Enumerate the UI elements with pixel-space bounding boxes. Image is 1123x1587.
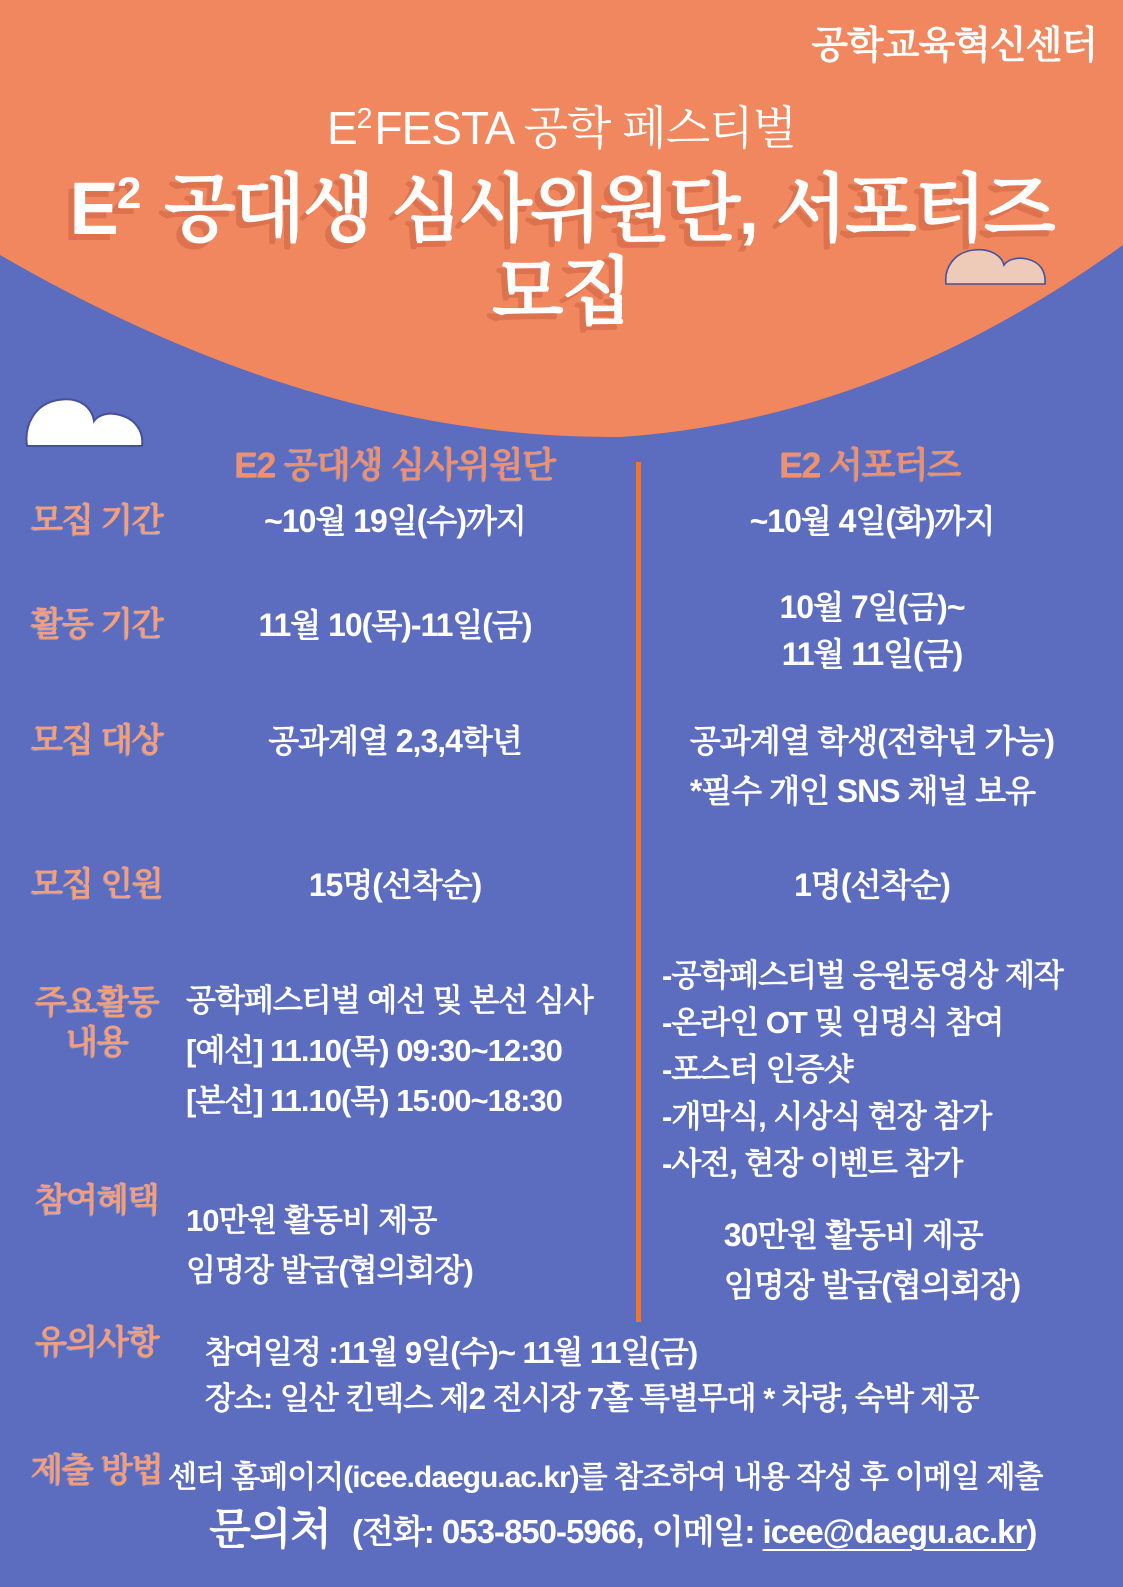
supporters-recruit-period: ~10월 4일(화)까지: [749, 503, 995, 539]
contact-email-link[interactable]: icee@daegu.ac.kr: [762, 1513, 1027, 1550]
row-label-headcount: 모집 인원: [31, 865, 163, 902]
notes-line2: 장소: 일산 킨텍스 제2 전시장 7홀 특별무대 * 차량, 숙박 제공: [205, 1381, 979, 1416]
title-rest: 공대생 심사위원단, 서포터즈: [145, 167, 1054, 250]
judges-benefits-line2: 임명장 발급(협의회장): [186, 1253, 473, 1288]
main-title-line2: 모집: [492, 249, 631, 333]
supporters-benefits-line1: 30만원 활동비 제공: [723, 1217, 983, 1253]
supporters-activity-period: [652, 584, 1092, 678]
judges-activity-line2: [예선] 11.10(목) 09:30~12:30: [186, 1033, 562, 1068]
submission-text: 센터 홈페이지(icee.daegu.ac.kr)를 참조하여 내용 작성 후 이메일 제출: [168, 1461, 1043, 1494]
judges-benefits-line1: 10만원 활동비 제공: [186, 1203, 437, 1238]
row-label-recruit-period: 모집 기간: [31, 501, 163, 538]
column-header-judges: E2 공대생 심사위원단: [234, 446, 556, 485]
judges-target: 공과계열 2,3,4학년: [268, 723, 522, 759]
column-divider: [636, 462, 641, 1322]
contact-suffix: ): [1026, 1513, 1037, 1550]
cloud-pink-icon: [942, 246, 1072, 286]
judges-activity-line3: [본선] 11.10(목) 15:00~18:30: [186, 1083, 562, 1118]
row-label-benefits: 참여혜택: [35, 1181, 159, 1218]
contact-phone-text: (전화: 053-850-5966, 이메일:: [352, 1513, 763, 1550]
supporters-target-line2: *필수 개인 SNS 채널 보유: [689, 773, 1036, 809]
supporters-activity-period-line2: 11월 11일(금): [781, 636, 963, 672]
judges-benefits: [170, 1196, 620, 1296]
supporters-target: [652, 716, 1092, 816]
supporters-headcount: 1명(선착순): [794, 867, 950, 903]
row-label-target: 모집 대상: [31, 721, 163, 758]
row-label-notes: 유의사항: [35, 1323, 159, 1360]
notes-line1: 참여일정 :11월 9일(수)~ 11월 11일(금): [205, 1335, 698, 1370]
judges-headcount: 15명(선착순): [308, 867, 482, 903]
title-e: E: [69, 167, 117, 250]
contact-label: 문의처: [209, 1506, 331, 1554]
supporters-benefits: [652, 1210, 1092, 1310]
row-label-main-activities-line1: 주요활동: [35, 983, 159, 1020]
title-sup: 2: [116, 169, 140, 219]
event-subtitle: [0, 92, 1123, 158]
subtitle-rest: FESTA 공학 페스티벌: [374, 102, 796, 154]
judges-activity-period: 11월 10(목)-11일(금): [258, 607, 532, 643]
cloud-white-icon: [22, 394, 170, 448]
subtitle-e: E: [326, 102, 357, 154]
row-label-main-activities-line2: 내용: [66, 1023, 128, 1060]
supporters-target-line1: 공과계열 학생(전학년 가능): [689, 723, 1055, 759]
judges-activity-line1: 공학페스티벌 예선 및 본선 심사: [186, 983, 593, 1018]
row-label-main-activities: [22, 982, 172, 1062]
supporters-activity-line5: -사전, 현장 이벤트 참가: [662, 1146, 963, 1181]
supporters-main-activities: [652, 952, 1092, 1187]
subtitle-sup: 2: [356, 102, 372, 135]
supporters-activity-line3: -포스터 인증샷: [662, 1052, 853, 1087]
supporters-activity-line4: -개막식, 시상식 현장 참가: [662, 1099, 992, 1134]
notes-text: [205, 1330, 1105, 1422]
judges-recruit-period: ~10월 19일(수)까지: [264, 503, 526, 539]
row-label-submission: 제출 방법: [31, 1451, 163, 1488]
contact-text: [352, 1506, 1072, 1553]
supporters-activity-period-line1: 10월 7일(금)~: [779, 589, 965, 625]
org-name: 공학교육혁신센터: [811, 25, 1097, 67]
supporters-activity-line2: -온라인 OT 및 임명식 참여: [662, 1005, 1004, 1040]
supporters-benefits-line2: 임명장 발급(협의회장): [723, 1267, 1021, 1303]
main-title-line1: [0, 168, 1123, 251]
row-label-activity-period: 활동 기간: [31, 605, 163, 642]
supporters-activity-line1: -공학페스티벌 응원동영상 제작: [662, 958, 1063, 993]
judges-main-activities: [170, 976, 620, 1126]
column-header-supporters: E2 서포터즈: [779, 446, 961, 485]
